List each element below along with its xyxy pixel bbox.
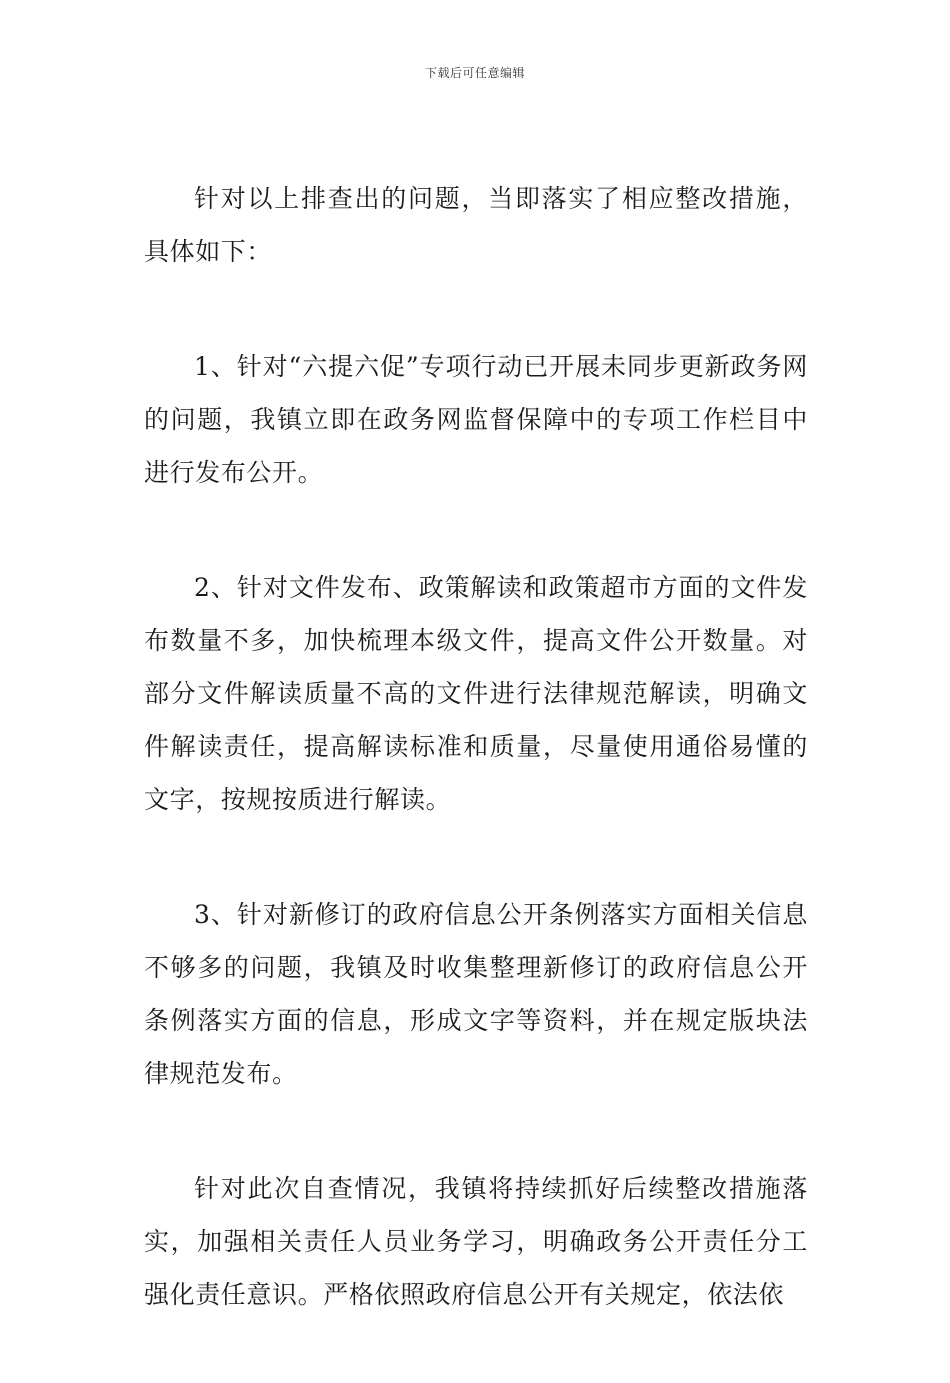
- page-header: 下载后可任意编辑: [424, 66, 525, 80]
- paragraph-item-3: 3、针对新修订的政府信息公开条例落实方面相关信息不够多的问题，我镇及时收集整理新修订的政府信息公开条例落实方面的信息，形成文字等资料，并在规定版块法律规范发布。: [144, 900, 808, 1088]
- paragraph-item-1: 1、针对“六提六促”专项行动已开展未同步更新政务网的问题，我镇立即在政务网监督保障中的专项工作栏目中进行发布公开。: [144, 352, 808, 487]
- paragraph-item-2: 2、针对文件发布、政策解读和政策超市方面的文件发布数量不多，加快梳理本级文件，提高文件公开数量。对部分文件解读质量不高的文件进行法律规范解读，明确文件解读责任，提高解读标准和质量，尽量使用通俗易懂的文字，按规按质进行解读。: [144, 573, 808, 814]
- paragraph-intro: 针对以上排查出的问题，当即落实了相应整改措施，具体如下：: [144, 184, 808, 266]
- paragraph-conclusion: 针对此次自查情况，我镇将持续抓好后续整改措施落实，加强相关责任人员业务学习，明确政务公开责任分工强化责任意识。严格依照政府信息公开有关规定，依法依: [144, 1174, 808, 1309]
- document-body: [144, 172, 808, 1383]
